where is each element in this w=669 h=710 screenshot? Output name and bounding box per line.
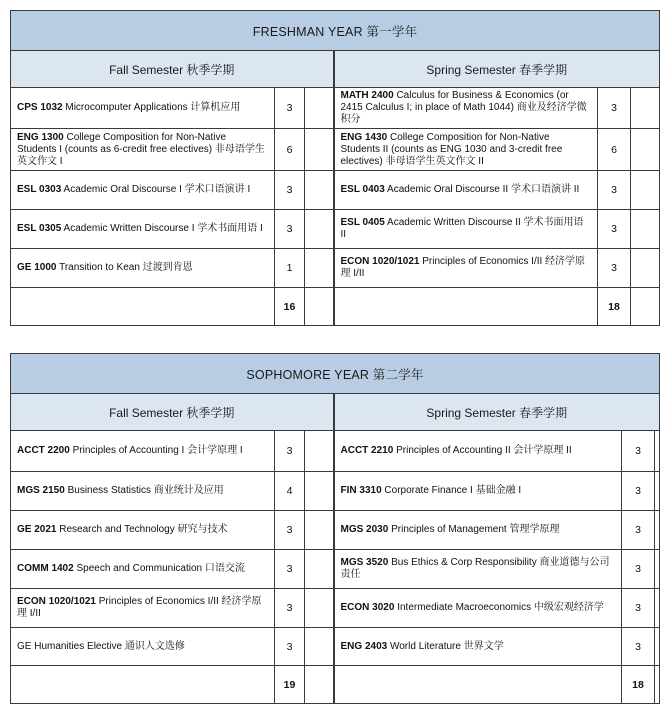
grade-cell [305,589,334,628]
course-credits: 3 [275,431,305,472]
grade-cell [305,171,334,210]
grade-cell [631,249,660,288]
grade-cell [655,431,660,472]
course-cell [11,628,275,666]
course-cell [334,472,622,511]
course-cell [334,431,622,472]
course-code: ESL 0405 [340,217,385,228]
course-title: Bus Ethics & Corp Responsibility 商业道德与公司责任 [340,557,610,580]
course-code: MATH 2400 [340,90,394,101]
course-credits: 3 [622,472,655,511]
table-row [11,88,660,129]
course-title: Academic Oral Discourse II 学术口语演讲 II [387,184,580,195]
course-credits: 3 [622,628,655,666]
course-title: College Composition for Non-Native Students I (counts as 6-credit free electives) 非母语学生英文作文 I [17,131,265,167]
course-title: Research and Technology 研究与技术 [59,524,228,535]
sophomore-fall-total: 19 [275,666,305,704]
course-code: FIN 3310 [340,485,382,496]
course-code: ECON 3020 [340,602,395,613]
grade-cell [655,550,660,589]
course-cell [11,550,275,589]
course-cell [11,88,275,129]
course-cell [334,129,598,171]
course-credits: 3 [598,171,631,210]
course-credits: 1 [275,249,305,288]
course-title: Speech and Communication 口语交流 [76,563,245,574]
grade-cell [655,666,660,704]
grade-cell [305,129,334,171]
course-credits: 6 [275,129,305,171]
total-row [11,666,660,704]
course-cell [11,210,275,249]
course-credits: 3 [598,88,631,129]
table-row [11,249,660,288]
course-credits: 3 [275,171,305,210]
grade-cell [305,666,334,704]
course-code: COMM 1402 [17,563,74,574]
course-code: MGS 2030 [340,524,389,535]
course-credits: 3 [598,249,631,288]
course-code: ACCT 2200 [17,445,70,456]
total-label-cell [334,288,598,326]
course-credits: 6 [598,129,631,171]
table-row [11,431,660,472]
table-row [11,129,660,171]
course-credits: 3 [275,589,305,628]
course-cell [11,511,275,550]
course-cell [334,249,598,288]
course-cell [334,88,598,129]
table-row [11,589,660,628]
course-title: Principles of Accounting I 会计学原理 I [72,445,243,456]
course-title: Corporate Finance I 基础金融 I [384,485,522,496]
course-title: Principles of Economics I/II 经济学原理 I/II [340,256,586,279]
freshman-spring-total: 18 [598,288,631,326]
course-title: Principles of Accounting II 会计学原理 II [396,445,572,456]
course-title: Academic Oral Discourse I 学术口语演讲 I [63,184,251,195]
course-credits: 3 [622,431,655,472]
course-code: ACCT 2210 [340,445,394,456]
grade-cell [631,171,660,210]
course-credits: 3 [622,550,655,589]
grade-cell [305,288,334,326]
course-cell [11,171,275,210]
grade-cell [655,589,660,628]
course-credits: 4 [275,472,305,511]
table-row [11,511,660,550]
grade-cell [305,88,334,129]
grade-cell [305,628,334,666]
course-title: Principles of Economics I/II 经济学原理 I/II [17,596,262,619]
course-code: CPS 1032 [17,102,63,113]
grade-cell [655,511,660,550]
grade-cell [631,88,660,129]
course-code: ENG 1430 [340,131,388,143]
course-cell [334,511,622,550]
course-title: World Literature 世界文学 [389,640,504,652]
freshman-fall-header: Fall Semester 秋季学期 [11,51,334,88]
freshman-fall-total: 16 [275,288,305,326]
course-credits: 3 [598,210,631,249]
course-code: ESL 0403 [340,184,385,195]
course-cell [334,210,598,249]
table-row [11,210,660,249]
freshman-year-title: FRESHMAN YEAR 第一学年 [11,11,660,51]
grade-cell [305,210,334,249]
course-cell [11,431,275,472]
table-row [11,472,660,511]
total-label-cell [334,666,622,704]
course-credits: 3 [275,628,305,666]
grade-cell [305,249,334,288]
course-credits: 3 [275,88,305,129]
course-code: ECON 1020/1021 [17,596,96,607]
course-credits: 3 [622,589,655,628]
course-code: GE 2021 [17,524,57,535]
table-row [11,628,660,666]
course-title: Microcomputer Applications 计算机应用 [65,102,241,113]
course-code: MGS 3520 [340,557,389,568]
course-code: ESL 0303 [17,184,62,195]
course-credits: 3 [275,550,305,589]
grade-cell [305,431,334,472]
course-code: ENG 1300 [17,131,64,143]
total-row [11,288,660,326]
grade-cell [655,628,660,666]
course-cell [334,550,622,589]
course-cell [334,628,622,666]
course-code: ESL 0305 [17,223,62,234]
grade-cell [631,129,660,171]
freshman-year-table [10,10,660,326]
course-cell [334,171,598,210]
course-title: Principles of Management 管理学原理 [391,524,560,535]
course-code: MGS 2150 [17,485,65,496]
freshman-spring-header: Spring Semester 春季学期 [334,51,660,88]
grade-cell [631,210,660,249]
course-title: Transition to Kean 过渡到肯恩 [59,262,193,273]
course-title: GE Humanities Elective 通识人文选修 [17,640,185,652]
grade-cell [305,472,334,511]
grade-cell [305,511,334,550]
course-credits: 3 [275,511,305,550]
course-cell [334,589,622,628]
table-row [11,550,660,589]
sophomore-spring-header: Spring Semester 春季学期 [334,394,660,431]
total-label-cell [11,666,275,704]
sophomore-year-table [10,353,660,704]
course-code: GE 1000 [17,262,57,273]
sophomore-year-title: SOPHOMORE YEAR 第二学年 [11,354,660,394]
course-title: Academic Written Discourse II 学术书面用语 II [340,217,584,240]
course-credits: 3 [622,511,655,550]
course-code: ENG 2403 [340,640,388,652]
course-cell [11,472,275,511]
course-title: Intermediate Macroeconomics 中级宏观经济学 [397,602,604,613]
sophomore-spring-total: 18 [622,666,655,704]
course-title: College Composition for Non-Native Students II (counts as ENG 1030 and 3-credit free electives) 非母语学生英文作文 II [340,131,563,167]
course-cell [11,129,275,171]
grade-cell [631,288,660,326]
course-cell [11,589,275,628]
grade-cell [655,472,660,511]
course-cell [11,249,275,288]
course-credits: 3 [275,210,305,249]
grade-cell [305,550,334,589]
course-title: Academic Written Discourse I 学术书面用语 I [63,223,263,234]
total-label-cell [11,288,275,326]
course-title: Business Statistics 商业统计及应用 [67,485,224,496]
course-code: ECON 1020/1021 [340,256,420,267]
sophomore-fall-header: Fall Semester 秋季学期 [11,394,334,431]
course-title: Calculus for Business & Economics (or 2415 Calculus I; in place of Math 1044) 商业及经济学微积分 [340,90,587,125]
table-row [11,171,660,210]
